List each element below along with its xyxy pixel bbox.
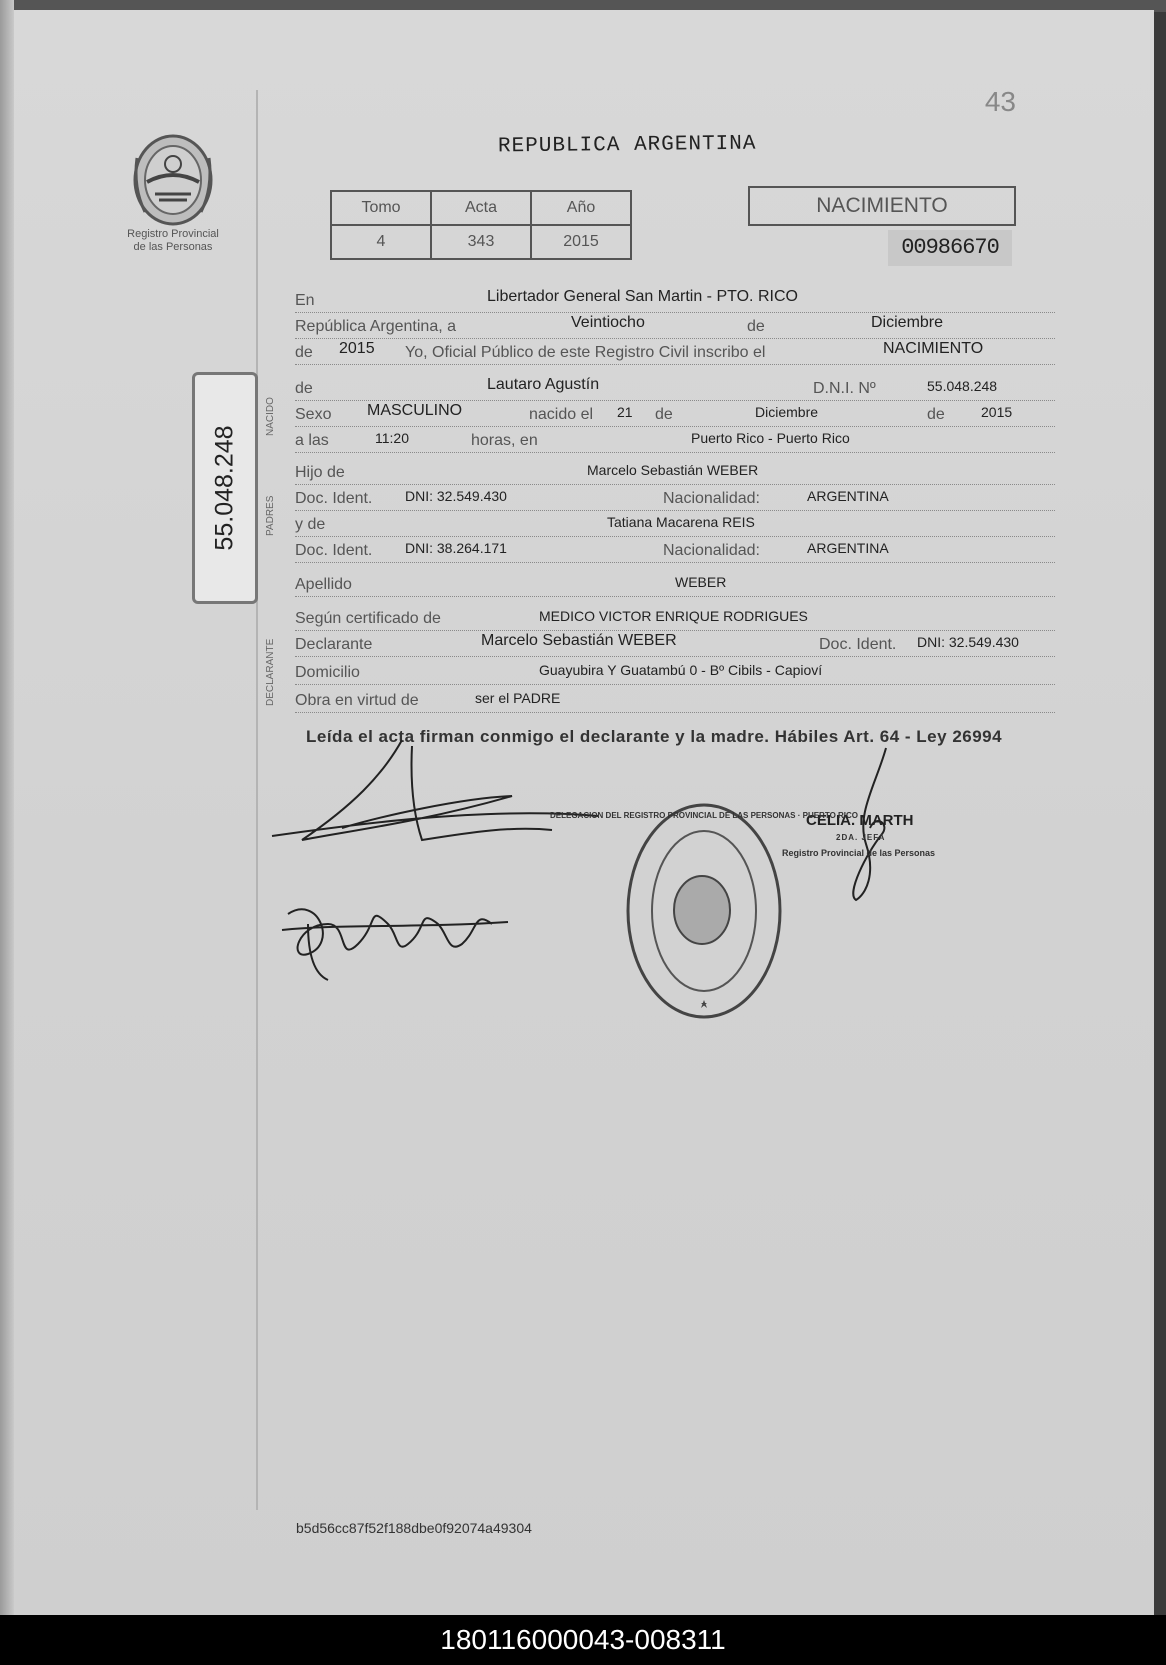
dni-label: D.N.I. Nº — [813, 380, 876, 397]
page-number: 43 — [984, 86, 1016, 117]
nacido-label: nacido el — [529, 406, 594, 423]
record-type-box: NACIMIENTO — [748, 186, 1016, 226]
side-label-padres: PADRES — [265, 495, 276, 536]
de-label-4: de — [655, 406, 673, 423]
madre-nac: ARGENTINA — [807, 540, 889, 556]
row-fecha-registro — [295, 310, 1055, 339]
padre-nac: ARGENTINA — [807, 488, 889, 504]
birth-year: 2015 — [981, 404, 1013, 420]
declarante-doc: DNI: 32.549.430 — [917, 634, 1019, 650]
anio-value: 2015 — [531, 225, 631, 259]
obra-label: Obra en virtud de — [295, 692, 419, 709]
row-hora — [295, 424, 1055, 453]
coat-of-arms-icon — [125, 128, 221, 228]
madre-doc-label: Doc. Ident. — [295, 542, 373, 559]
declarante-doc-label: Doc. Ident. — [819, 636, 897, 653]
col-header-acta: Acta — [431, 191, 531, 225]
col-header-anio: Año — [531, 191, 631, 225]
registry-seal — [549, 800, 859, 1022]
oficial-text: Yo, Oficial Público de este Registro Civil inscribo el — [405, 344, 766, 361]
padre-doc-label: Doc. Ident. — [295, 490, 373, 507]
year-value: 2015 — [339, 340, 375, 357]
row-certificado — [295, 602, 1055, 631]
declarant-signature — [262, 736, 622, 860]
birth-month: Diciembre — [755, 404, 819, 420]
nombre-value: Lautaro Agustín — [487, 376, 600, 393]
padre-doc: DNI: 32.549.430 — [405, 488, 507, 504]
barcode-number: 180116000043-008311 — [0, 1615, 1166, 1665]
de-label-2: de — [295, 344, 313, 361]
padre-value: Marcelo Sebastián WEBER — [587, 462, 759, 478]
row-madre-doc — [295, 534, 1055, 563]
seal-text: DELEGACION DEL REGISTRO PROVINCIAL DE LAS PERSONAS · PUERTO RICO — [549, 811, 859, 820]
madre-nac-label: Nacionalidad: — [663, 542, 760, 559]
padre-nac-label: Nacionalidad: — [663, 490, 760, 507]
side-label-declarante: DECLARANTE — [265, 638, 276, 706]
de-label-3: de — [295, 380, 313, 397]
hijo-label: Hijo de — [295, 464, 345, 481]
en-value: Libertador General San Martin - PTO. RICO — [487, 288, 798, 305]
sexo-value: MASCULINO — [367, 402, 463, 419]
alas-label: a las — [295, 432, 329, 449]
lugar-value: Puerto Rico - Puerto Rico — [691, 430, 850, 446]
certificado-value: MEDICO VICTOR ENRIQUE RODRIGUES — [539, 608, 808, 624]
apellido-label: Apellido — [295, 576, 352, 593]
apellido-value: WEBER — [675, 574, 727, 590]
declarante-value: Marcelo Sebastián WEBER — [481, 632, 677, 649]
row-madre — [295, 508, 1055, 537]
row-lugar-registro — [295, 284, 1055, 313]
row-apellido — [295, 568, 1055, 597]
registry-emblem — [118, 128, 228, 258]
certificado-label: Según certificado de — [295, 610, 441, 627]
col-header-tomo: Tomo — [331, 191, 431, 225]
republica-label: República Argentina, a — [295, 318, 456, 335]
en-label: En — [295, 292, 315, 309]
row-nombre — [295, 372, 1055, 401]
inscribo-value: NACIMIENTO — [883, 340, 984, 357]
sexo-label: Sexo — [295, 406, 332, 423]
madre-doc: DNI: 38.264.171 — [405, 540, 507, 556]
dni-value: 55.048.248 — [927, 378, 998, 394]
page-left-edge — [0, 0, 14, 1615]
domicilio-label: Domicilio — [295, 664, 360, 681]
birth-day: 21 — [617, 404, 633, 420]
reading-note: Leída el acta firman conmigo el declarante y la madre. Hábiles Art. 64 - Ley 26994 — [306, 727, 1003, 746]
row-sexo — [295, 398, 1055, 427]
official-name: CELIA. MARTH — [806, 812, 914, 829]
official-office: Registro Provincial de las Personas — [782, 848, 936, 858]
official-role: 2DA. JEFA — [836, 833, 886, 842]
registry-label-2: de las Personas — [133, 241, 213, 253]
acta-value: 343 — [431, 225, 531, 259]
madre-value: Tatiana Macarena REIS — [607, 514, 755, 530]
margin-rule — [256, 90, 258, 1510]
hora-value: 11:20 — [375, 430, 409, 446]
de-label-1: de — [747, 318, 765, 335]
row-declarante — [295, 628, 1055, 657]
row-padre-doc — [295, 482, 1055, 511]
day-value: Veintiocho — [571, 314, 645, 331]
registry-label-1: Registro Provincial — [127, 228, 219, 240]
row-domicilio — [295, 656, 1055, 685]
obra-value: ser el PADRE — [475, 690, 561, 706]
de-label-5: de — [927, 406, 945, 423]
month-value: Diciembre — [871, 314, 944, 331]
serial-number: 00986670 — [888, 230, 1012, 266]
row-inscripcion — [295, 336, 1055, 365]
tomo-value: 4 — [331, 225, 431, 259]
domicilio-value: Guayubira Y Guatambú 0 - Bº Cibils - Capioví — [539, 662, 823, 678]
row-obra — [295, 684, 1055, 713]
yde-label: y de — [295, 516, 326, 533]
mother-signature — [278, 884, 518, 984]
row-padre — [295, 456, 1055, 485]
side-label-nacido: NACIDO — [265, 397, 276, 436]
declarante-label: Declarante — [295, 636, 373, 653]
side-dni-tab — [192, 372, 258, 604]
horas-label: horas, en — [471, 432, 538, 449]
document-title: REPUBLICA ARGENTINA — [497, 132, 757, 159]
side-dni-value: 55.048.248 — [210, 425, 239, 551]
book-table — [330, 190, 632, 260]
document-hash: b5d56cc87f52f188dbe0f92074a49304 — [296, 1520, 532, 1536]
